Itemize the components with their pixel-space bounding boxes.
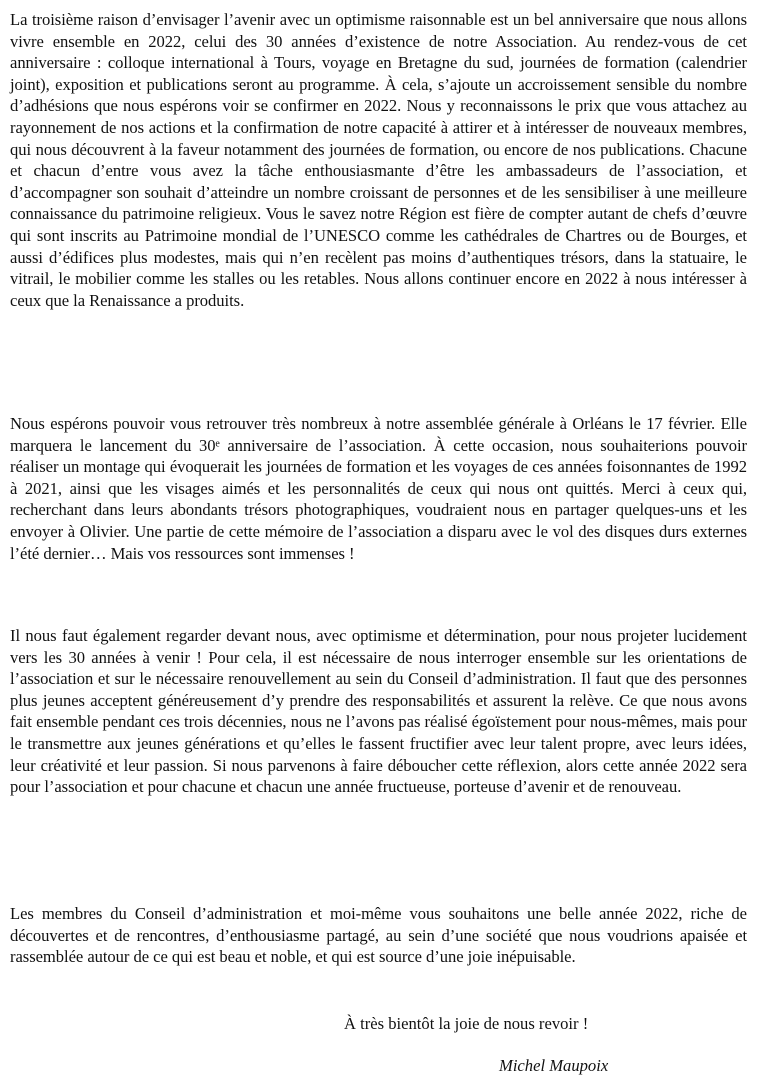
paragraph-wishes: Les membres du Conseil d’administration et moi-même vous souhaitons une belle année 2022, riche de découvertes et de rencontres, d’enthousiasme partagé, au sein d’une société que nous voudrions apaisée et rassemblée autour de ce qui est beau et noble, et qui est source d’une joie inépuisable. bbox=[10, 904, 747, 967]
paragraph-anniversary: La troisième raison d’envisager l’avenir avec un optimisme raisonnable est un bel anniversaire que nous allons vivre ensemble en 2022, celui des 30 années d’existence de notre Association. Au rendez-vous de cet anniversaire : colloque international à Tours, voyage en Bretagne du sud, journées de formation (calendrier joint), exposition et publications seront au programme. À cela, s’ajoute un accroissement sensible du nombre d’adhésions que nous espérons voir se confirmer en 2022. Nous y reconnaissons le prix que vous attachez au rayonnement de nos actions et la confirmation de notre capacité à attirer et à intéresser de nouveaux membres, qui nous découvrent à la faveur notamment des journées de formation, ou encore de nos publications. Chacune et chacun d’entre vous avez la tâche enthousiasmante d’être les ambassadeurs de l’association, et d’accompagner son souhait d’atteindre un nombre croissant de personnes et de les sensibiliser à une meilleure connaissance du patrimoine religieux. Vous le savez notre Région est fière de compter autant de chefs d’œuvre qui sont inscrits au Patrimoine mondial de l’UNESCO comme les cathédrales de Chartres ou de Bourges, et aussi d’édifices plus modestes, mais qui n’en recèlent pas moins d’authentiques trésors, dans la statuaire, le vitrail, le mobilier comme les stalles ou les retables. Nous allons continuer encore en 2022 à nous intéresser à ceux que la Renaissance a produits. bbox=[10, 10, 747, 310]
paragraph-future: Il nous faut également regarder devant nous, avec optimisme et détermination, pour nous projeter lucidement vers les 30 années à venir ! Pour cela, il est nécessaire de nous interroger ensemble sur les orientations de l’association et sur le nécessaire renouvellement au sein du Conseil d’administration. Il faut que des personnes plus jeunes acceptent généreusement d’y prendre des responsabilités et assurent la relève. Ce que nous avons fait ensemble pendant ces trois décennies, nous ne l’avons pas réalisé égoïstement pour nous-mêmes, mais pour le transmettre aux jeunes générations et qu’elles le fassent fructifier avec leur talent propre, avec leurs idées, leur créativité et leur passion. Si nous parvenons à faire déboucher cette réflexion, alors cette année 2022 sera pour l’association et pour chacune et chacun une année fructueuse, porteuse d’avenir et de renouveau. bbox=[10, 626, 747, 797]
signature: Michel Maupoix bbox=[499, 1056, 609, 1075]
paragraph-general-assembly: Nous espérons pouvoir vous retrouver très nombreux à notre assemblée générale à Orléans le 17 février. Elle marquera le lancement du 30ᵉ anniversaire de l’association. À cette occasion, nous souhaiterions pouvoir réaliser un montage qui évoquerait les journées de formation et les voyages de ces années foisonnantes de 1992 à 2021, ainsi que les visages aimés et les personnalités de ceux qui nous ont quittés. Merci à ceux qui, recherchant dans leurs abondants trésors photographiques, voudraient nous en partager quelques-uns et les envoyer à Olivier. Une partie de cette mémoire de l’association a disparu avec le vol des disques durs externes l’été dernier… Mais vos ressources sont immenses ! bbox=[10, 414, 747, 563]
closing-line: À très bientôt la joie de nous revoir ! bbox=[344, 1014, 589, 1033]
